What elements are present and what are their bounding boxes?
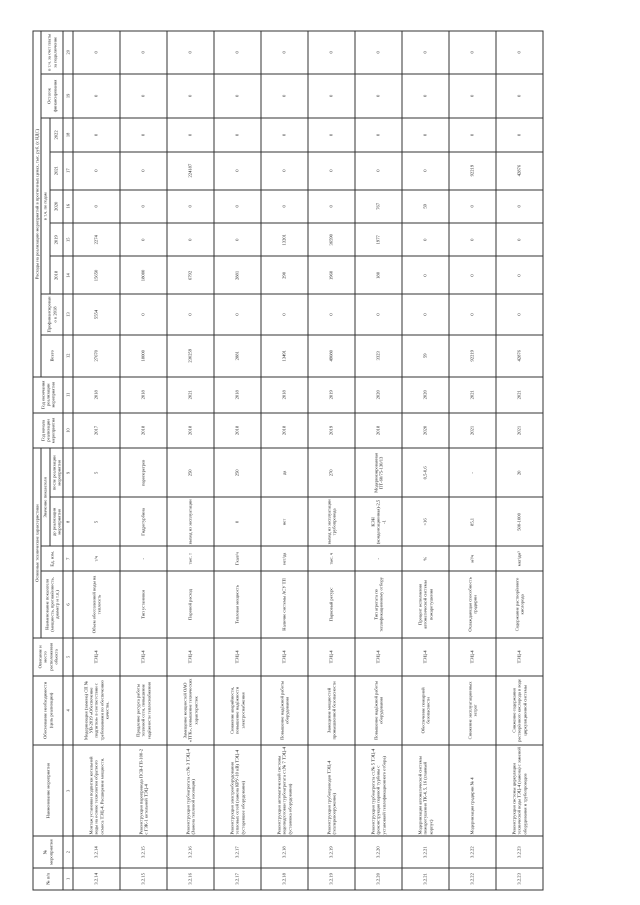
cell-unit: м³/ч [449, 546, 496, 571]
cell-name: Реконструкция системы циркуляции технической воды ТЭЦ-4 (замена) с заменой оборудования и трубопроводов [496, 745, 543, 836]
column-number: 4 [63, 676, 73, 745]
cell-code: 3.2.19 [308, 836, 355, 867]
cell-y2019: 2274 [73, 223, 120, 256]
header-expenses-group: Расходы на реализацию мероприятий в прогнозных ценах, тыс. руб. (с НДС) [33, 31, 41, 377]
cell-y2018: 0 [496, 256, 543, 294]
table-row [496, 31, 543, 890]
cell-tariff: 0 [449, 31, 496, 74]
cell-code: 3.2.21 [402, 836, 449, 867]
cell-y2019: 0 [496, 223, 543, 256]
cell-financed: 0 [214, 294, 261, 334]
cell-tariff: 0 [167, 31, 214, 74]
column-number: 5 [63, 638, 73, 676]
cell-after: 250 [167, 448, 214, 497]
cell-remaining: 0 [120, 74, 167, 119]
cell-y2020: 59 [402, 190, 449, 223]
column-number: 12 [63, 335, 73, 377]
cell-y2019: 0 [214, 223, 261, 256]
cell-num: 3.2.15 [120, 868, 167, 890]
header-year-2020: 2020 [50, 190, 64, 223]
cell-unit: тыс. т [167, 546, 214, 571]
cell-start: 2018 [120, 413, 167, 449]
cell-remaining: 0 [214, 74, 261, 119]
cell-after: 5 [73, 448, 120, 497]
cell-indicator: Охлаждающая способность градирни [449, 571, 496, 638]
cell-end: 2018 [214, 377, 261, 413]
cell-code: 3.2.15 [120, 836, 167, 867]
cell-location: ТЭЦ-4 [308, 638, 355, 676]
cell-code: 3.2.18 [261, 836, 308, 867]
cell-justification: Повышение надёжной работы оборудования [261, 676, 308, 745]
cell-y2022: 0 [214, 118, 261, 151]
rotated-table-sheet [33, 31, 608, 891]
cell-indicator: Паровой расход [167, 571, 214, 638]
cell-financed: 0 [167, 294, 214, 334]
header-num: № п/п [33, 868, 63, 890]
cell-indicator: Тип установки [120, 571, 167, 638]
column-number: 3 [63, 745, 73, 836]
header-location: Описание и место расположения объекта [33, 638, 63, 676]
header-year-2022: 2022 [50, 118, 64, 151]
cell-start: 2020 [402, 413, 449, 449]
table-row [167, 31, 214, 890]
cell-location: ТЭЦ-4 [73, 638, 120, 676]
cell-financed: 0 [120, 294, 167, 334]
cell-y2018: 6792 [167, 256, 214, 294]
header-financed: Профинансировано к 2018 [41, 294, 63, 334]
cell-code: 3.2.14 [73, 836, 120, 867]
cell-justification: Замещение мощностей ОАО «ТГК», повышение технических характеристик [167, 676, 214, 745]
cell-after: Модернизированная ПТ-60/75-130/13 [355, 448, 402, 497]
cell-y2020: 767 [355, 190, 402, 223]
cell-y2020: 0 [261, 190, 308, 223]
cell-financed: 0 [308, 294, 355, 334]
cell-y2018: 1960 [308, 256, 355, 294]
header-tariff: в т.ч. за счет платы за подключение [41, 31, 63, 74]
cell-end: 2021 [449, 377, 496, 413]
cell-total: 18000 [120, 335, 167, 377]
cell-total: 13491 [261, 335, 308, 377]
header-code: № мероприятия [33, 836, 63, 867]
table-row [449, 31, 496, 890]
cell-start: 2021 [496, 413, 543, 449]
cell-unit: мкг/дм³ [496, 546, 543, 571]
cell-financed: 0 [402, 294, 449, 334]
column-number: 6 [63, 571, 73, 638]
table-row [308, 31, 355, 890]
header-year-2021: 2021 [50, 152, 64, 190]
cell-after: - [449, 448, 496, 497]
cell-before: 5 [73, 497, 120, 546]
cell-total: 49080 [308, 335, 355, 377]
cell-tariff: 0 [402, 31, 449, 74]
cell-num: 3.2.17 [214, 868, 261, 890]
cell-start: 2018 [261, 413, 308, 449]
cell-name: Реконструкция электрооборудования тепловых сетей (замена КРУ-10 кВ) ТЭЦ-4 (устаревшее оборудование) [214, 745, 261, 836]
header-year-2018: 2018 [50, 256, 64, 294]
cell-y2020: 0 [496, 190, 543, 223]
cell-tariff: 0 [120, 31, 167, 74]
cell-num: 3.2.21 [402, 868, 449, 890]
cell-y2021: 0 [355, 152, 402, 190]
cell-y2021: 0 [402, 152, 449, 190]
cell-indicator: Наличие системы АСУ ТП [261, 571, 308, 638]
cell-before: 85,1 [449, 497, 496, 546]
header-indicator: Наименование показателя (мощность, протяжённость, диаметр и т.п.) [41, 571, 63, 638]
cell-remaining: 0 [308, 74, 355, 119]
cell-location: ТЭЦ-4 [355, 638, 402, 676]
cell-start: 2017 [73, 413, 120, 449]
cell-name: Модернизация автоматической системы пожаротушения ТК-4, 5, 16 (главный корпус) [402, 745, 449, 836]
cell-unit: - [120, 546, 167, 571]
cell-start: 2018 [167, 413, 214, 449]
header-year-2019: 2019 [50, 223, 64, 256]
cell-name: Реконструкция паропровода ПСВ-ГП-100-2 с ГЗК-1 котельной ТЭЦ-4 [120, 745, 167, 836]
cell-y2021: 42876 [496, 152, 543, 190]
cell-y2018: 180 [355, 256, 402, 294]
cell-end: 2021 [496, 377, 543, 413]
cell-unit: тыс. ч [308, 546, 355, 571]
cell-y2022: 0 [73, 118, 120, 151]
cell-name: Реконструкция трубопроводов ТЭЦ-4 (техперевооружение) [308, 745, 355, 836]
cell-before: >16 [402, 497, 449, 546]
header-start: Год начала реализации мероприятия [33, 413, 63, 449]
cell-after: 270 [308, 448, 355, 497]
table-row [73, 31, 120, 890]
cell-unit: % [402, 546, 449, 571]
column-number: 8 [63, 497, 73, 546]
header-after: после реализации мероприятия [50, 448, 64, 497]
cell-indicator: Содержание растворённого кислорода [496, 571, 543, 638]
cell-justification: Повышение надёжной работы оборудования [355, 676, 402, 745]
cell-y2020: 0 [167, 190, 214, 223]
column-number: 1 [63, 868, 73, 890]
cell-indicator: Парковый ресурс [308, 571, 355, 638]
cell-end: 2018 [73, 377, 120, 413]
cell-tariff: 0 [496, 31, 543, 74]
cell-before: выход из эксплуатации трубопровода [308, 497, 355, 546]
header-justification: Обоснование необходимости (цель реализации) [33, 676, 63, 745]
header-unit: Ед. изм. [41, 546, 63, 571]
table-row [355, 31, 402, 890]
cell-y2019: 0 [167, 223, 214, 256]
cell-name: Модернизация градирни № 4 [449, 745, 496, 836]
cell-justification: Снижение эксплуатационных затрат [449, 676, 496, 745]
table-row [261, 31, 308, 890]
cell-y2020: 0 [449, 190, 496, 223]
cell-total: 230259 [167, 335, 214, 377]
cell-code: 3.2.16 [167, 836, 214, 867]
cell-y2018: 0 [449, 256, 496, 294]
cell-y2019: 13201 [261, 223, 308, 256]
cell-end: 2020 [402, 377, 449, 413]
cell-y2019: 36590 [308, 223, 355, 256]
cell-unit: нет/да [261, 546, 308, 571]
column-number: 11 [63, 377, 73, 413]
cell-financed: 0 [496, 294, 543, 334]
cell-num: 3.2.22 [449, 868, 496, 890]
cell-financed: 0 [355, 294, 402, 334]
cell-remaining: 0 [355, 74, 402, 119]
cell-tariff: 0 [355, 31, 402, 74]
header-total: Всего [41, 335, 63, 377]
cell-end: 2020 [355, 377, 402, 413]
column-number: 19 [63, 74, 73, 119]
cell-after: 250 [214, 448, 261, 497]
cell-num: 3.2.19 [308, 868, 355, 890]
cell-justification: Модернизация (замена) СП № УВ-2019 «Обеспечение подпитки» в соответствии с требованиями по обеспечению качества. [73, 676, 120, 745]
cell-y2018: 15650 [73, 256, 120, 294]
cell-remaining: 0 [496, 74, 543, 119]
cell-justification: Снижение аварийности, повышение надёжности электроснабжения [214, 676, 261, 745]
cell-y2021: 0 [214, 152, 261, 190]
header-remaining: Остаток финансирования [41, 74, 63, 119]
column-number: 20 [63, 31, 73, 74]
cell-y2021: 224187 [167, 152, 214, 190]
cell-location: ТЭЦ-4 [496, 638, 543, 676]
cell-code: 3.2.20 [355, 836, 402, 867]
cell-financed: 0 [261, 294, 308, 334]
cell-num: 3.2.23 [496, 868, 543, 890]
table-body [73, 31, 543, 890]
cell-y2018: 290 [261, 256, 308, 294]
cell-indicator: Тип агрегата по теплофикационному отбору [355, 571, 402, 638]
cell-y2020: 0 [214, 190, 261, 223]
cell-indicator: Объем обессоленной воды на теплосеть [73, 571, 120, 638]
cell-justification: Снижение содержания растворённого кислорода в воде циркуляционной системы [496, 676, 543, 745]
cell-name: Монтаж установки подпитки котельной воды на основе технологии обратного осмоса ТЭЦ-4. Расширение мощности. [73, 745, 120, 836]
cell-unit: - [355, 546, 402, 571]
cell-before: Гидротурбина [120, 497, 167, 546]
cell-total: 92219 [449, 335, 496, 377]
cell-num: 3.2.14 [73, 868, 120, 890]
cell-y2022: 0 [355, 118, 402, 151]
cell-y2022: 0 [261, 118, 308, 151]
cell-y2021: 92219 [449, 152, 496, 190]
cell-before: выход из эксплуатации [167, 497, 214, 546]
cell-location: ТЭЦ-4 [261, 638, 308, 676]
cell-y2019: 0 [449, 223, 496, 256]
cell-y2020: 0 [308, 190, 355, 223]
column-number: 7 [63, 546, 73, 571]
cell-justification: Обеспечение пожарной безопасности [402, 676, 449, 745]
cell-after: пароперегрев [120, 448, 167, 497]
column-number-row [63, 31, 73, 890]
cell-start: 2019 [308, 413, 355, 449]
table-row [402, 31, 449, 890]
header-end: Год окончания реализации мероприятия [33, 377, 63, 413]
cell-end: 2019 [308, 377, 355, 413]
cell-name: Реконструкция автоматической системы водоподготовки турбоагрегата ст.№ 7 ТЭЦ-4 (установка оборудования) [261, 745, 308, 836]
cell-y2022: 0 [167, 118, 214, 151]
column-number: 10 [63, 413, 73, 449]
cell-end: 2018 [120, 377, 167, 413]
cell-total: 27670 [73, 335, 120, 377]
cell-code: 3.2.22 [449, 836, 496, 867]
cell-num: 3.2.16 [167, 868, 214, 890]
cell-total: 3323 [355, 335, 402, 377]
cell-name: Реконструкция турбоагрегата ст.№ 5 ТЭЦ-4 (реконструкция паровой турбины с установкой теплофикационного отбора) [355, 745, 402, 836]
cell-justification: Продление ресурса работы тепловой сети, повышение надёжности теплоснабжения [120, 676, 167, 745]
cell-before: КЭН (конденсационная)-2,5-1 [355, 497, 402, 546]
cell-financed: 5554 [73, 294, 120, 334]
cell-y2022: 0 [402, 118, 449, 151]
cell-y2022: 0 [308, 118, 355, 151]
cell-name: Реконструкция турбоагрегата ст.№ 3 ТЭЦ-4 (Замена тепловой изоляции) [167, 745, 214, 836]
column-number: 15 [63, 223, 73, 256]
header-name: Наименование мероприятия [33, 745, 63, 836]
cell-location: ТЭЦ-4 [449, 638, 496, 676]
cell-total: 2881 [214, 335, 261, 377]
cell-y2019: 1977 [355, 223, 402, 256]
cell-after: да [261, 448, 308, 497]
cell-start: 2018 [355, 413, 402, 449]
cell-justification: Замещение мощностей промышленной безопасности [308, 676, 355, 745]
column-number: 17 [63, 152, 73, 190]
cell-indicator: Тепловая мощность [214, 571, 261, 638]
cell-remaining: 0 [449, 74, 496, 119]
cell-after: 0,5-0,6 [402, 448, 449, 497]
cell-end: 2021 [167, 377, 214, 413]
cell-location: ТЭЦ-4 [120, 638, 167, 676]
cell-y2021: 0 [308, 152, 355, 190]
cell-indicator: Процент исполнения автоматической системы пожаротушения [402, 571, 449, 638]
cell-y2021: 0 [261, 152, 308, 190]
cell-tariff: 0 [261, 31, 308, 74]
cell-tariff: 0 [73, 31, 120, 74]
header-row-1 [33, 31, 41, 890]
column-number: 14 [63, 256, 73, 294]
column-number: 2 [63, 836, 73, 867]
cell-financed: 0 [449, 294, 496, 334]
investment-program-table [33, 31, 544, 891]
cell-after: 20 [496, 448, 543, 497]
column-number: 16 [63, 190, 73, 223]
header-before: до реализации мероприятия [50, 497, 64, 546]
cell-location: ТЭЦ-4 [402, 638, 449, 676]
cell-start: 2018 [214, 413, 261, 449]
cell-remaining: 0 [167, 74, 214, 119]
cell-total: 42876 [496, 335, 543, 377]
cell-y2019: 0 [402, 223, 449, 256]
cell-before: нет [261, 497, 308, 546]
cell-unit: Гкал/ч [214, 546, 261, 571]
header-years-group: в т.ч. по годам [41, 118, 49, 294]
cell-end: 2018 [261, 377, 308, 413]
cell-remaining: 0 [261, 74, 308, 119]
table-row [120, 31, 167, 890]
cell-before: 0 [214, 497, 261, 546]
cell-tariff: 0 [308, 31, 355, 74]
cell-y2018: 2881 [214, 256, 261, 294]
cell-num: 3.2.18 [261, 868, 308, 890]
cell-before: 500-1000 [496, 497, 543, 546]
cell-y2021: 0 [120, 152, 167, 190]
cell-y2018: 18000 [120, 256, 167, 294]
cell-y2022: 0 [496, 118, 543, 151]
cell-remaining: 0 [73, 74, 120, 119]
cell-code: 3.2.23 [496, 836, 543, 867]
cell-num: 3.2.20 [355, 868, 402, 890]
cell-total: 59 [402, 335, 449, 377]
header-tech-group: Основные технические характеристики [33, 448, 41, 638]
cell-location: ТЭЦ-4 [214, 638, 261, 676]
cell-unit: т/ч [73, 546, 120, 571]
cell-y2022: 0 [120, 118, 167, 151]
column-number: 13 [63, 294, 73, 334]
cell-y2018: 0 [402, 256, 449, 294]
cell-y2022: 0 [449, 118, 496, 151]
cell-location: ТЭЦ-4 [167, 638, 214, 676]
cell-y2019: 0 [120, 223, 167, 256]
cell-y2021: 0 [73, 152, 120, 190]
header-values-group: Значение показателя [41, 448, 49, 546]
cell-remaining: 0 [402, 74, 449, 119]
table-row [214, 31, 261, 890]
cell-code: 3.2.17 [214, 836, 261, 867]
cell-y2020: 0 [120, 190, 167, 223]
cell-start: 2021 [449, 413, 496, 449]
column-number: 18 [63, 118, 73, 151]
cell-y2020: 0 [73, 190, 120, 223]
column-number: 9 [63, 448, 73, 497]
cell-tariff: 0 [214, 31, 261, 74]
